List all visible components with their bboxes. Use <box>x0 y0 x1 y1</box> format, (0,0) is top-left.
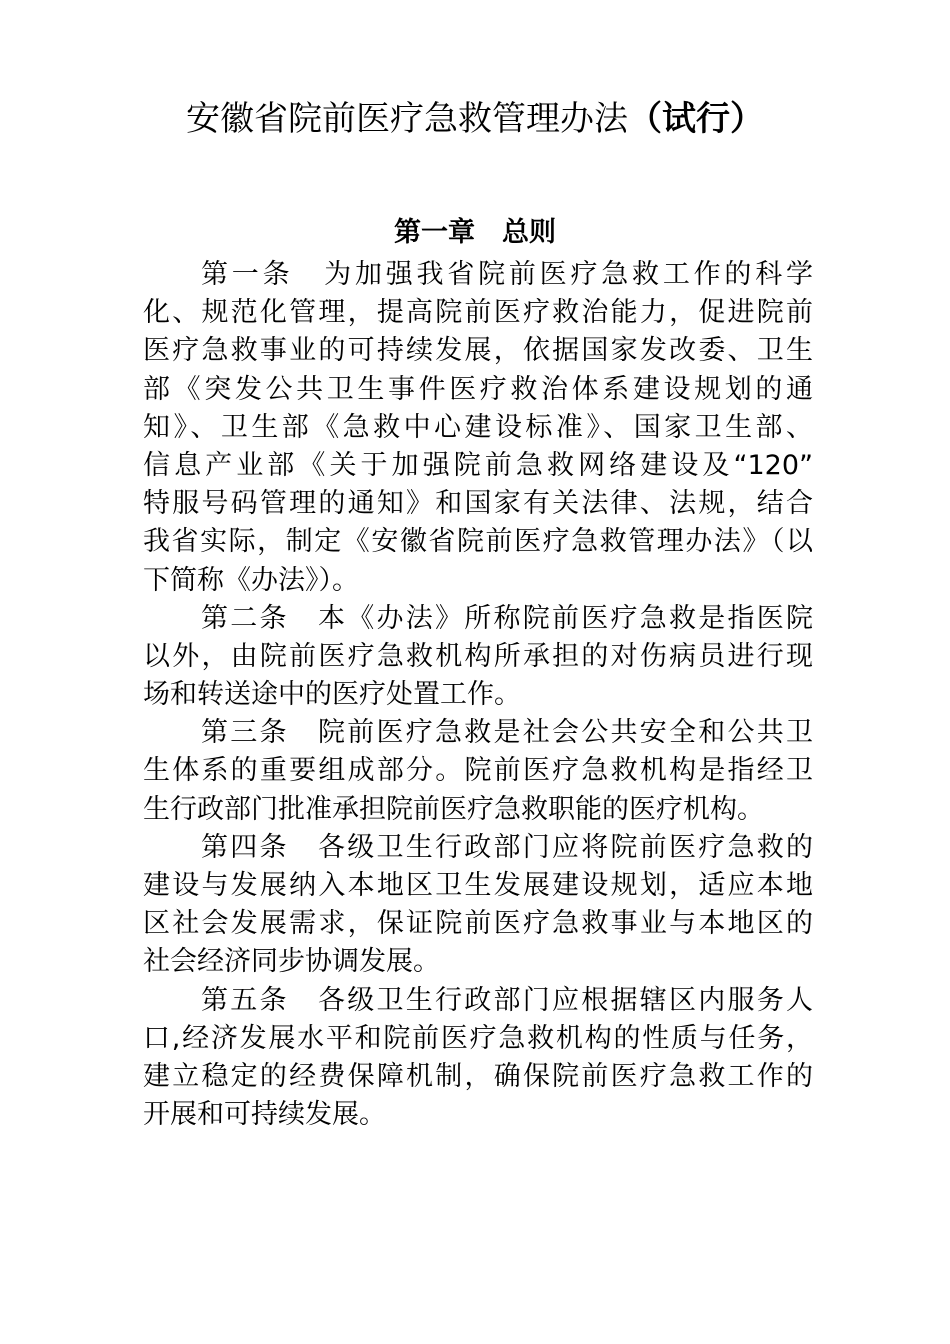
chapter-heading: 第一章 总则 <box>394 217 556 248</box>
article-1-line-2: 化、规范化管理，提高院前医疗救治能力，促进院前 <box>143 297 813 329</box>
article-5-line-4: 开展和可持续发展。 <box>143 1099 386 1131</box>
article-1-line-1: 第一条 为加强我省院前医疗急救工作的科学 <box>201 259 813 290</box>
title-main: 安徽省院前医疗急救管理办法 <box>186 99 628 139</box>
body-text <box>143 256 813 1134</box>
title-suffix: （试行） <box>628 99 764 139</box>
article-2-line-3: 场和转送途中的医疗处置工作。 <box>143 679 521 711</box>
article-4-line-2: 建设与发展纳入本地区卫生发展建设规划，适应本地 <box>143 870 813 901</box>
article-1-line-4: 部《突发公共卫生事件医疗救治体系建设规划的通 <box>143 373 813 405</box>
article-5-line-3: 建立稳定的经费保障机制，确保院前医疗急救工作的 <box>143 1060 813 1092</box>
article-1-line-7: 特服号码管理的通知》和国家有关法律、法规，结合 <box>143 488 813 520</box>
article-5-line-1: 第五条 各级卫生行政部门应根据辖区内服务人 <box>201 984 813 1016</box>
article-4-line-4: 社会经济同步协调发展。 <box>143 946 440 978</box>
article-3-line-2: 生体系的重要组成部分。院前医疗急救机构是指经卫 <box>143 755 813 787</box>
document-title <box>0 96 950 142</box>
article-3-line-1: 第三条 院前医疗急救是社会公共安全和公共卫 <box>201 717 813 749</box>
article-1-line-9: 下简称《办法》）。 <box>143 564 359 596</box>
article-1-line-5: 知》、卫生部《急救中心建设标准》、国家卫生部、 <box>143 411 813 443</box>
article-2-line-2: 以外，由院前医疗急救机构所承担的对伤病员进行现 <box>143 640 813 672</box>
article-1-line-6: 信息产业部《关于加强院前急救网络建设及“120” <box>143 449 813 481</box>
article-4-line-1: 第四条 各级卫生行政部门应将院前医疗急救的 <box>201 831 813 863</box>
article-4-line-3: 区社会发展需求，保证院前医疗急救事业与本地区的 <box>143 908 813 940</box>
article-1-line-8: 我省实际，制定《安徽省院前医疗急救管理办法》（以 <box>143 526 813 558</box>
article-2-line-1: 第二条 本《办法》所称院前医疗急救是指医院 <box>201 602 813 634</box>
article-3-line-3: 生行政部门批准承担院前医疗急救职能的医疗机构。 <box>143 793 764 825</box>
article-1-line-3: 医疗急救事业的可持续发展，依据国家发改委、卫生 <box>143 335 813 367</box>
article-5-line-2: 口,经济发展水平和院前医疗急救机构的性质与任务， <box>143 1022 813 1054</box>
